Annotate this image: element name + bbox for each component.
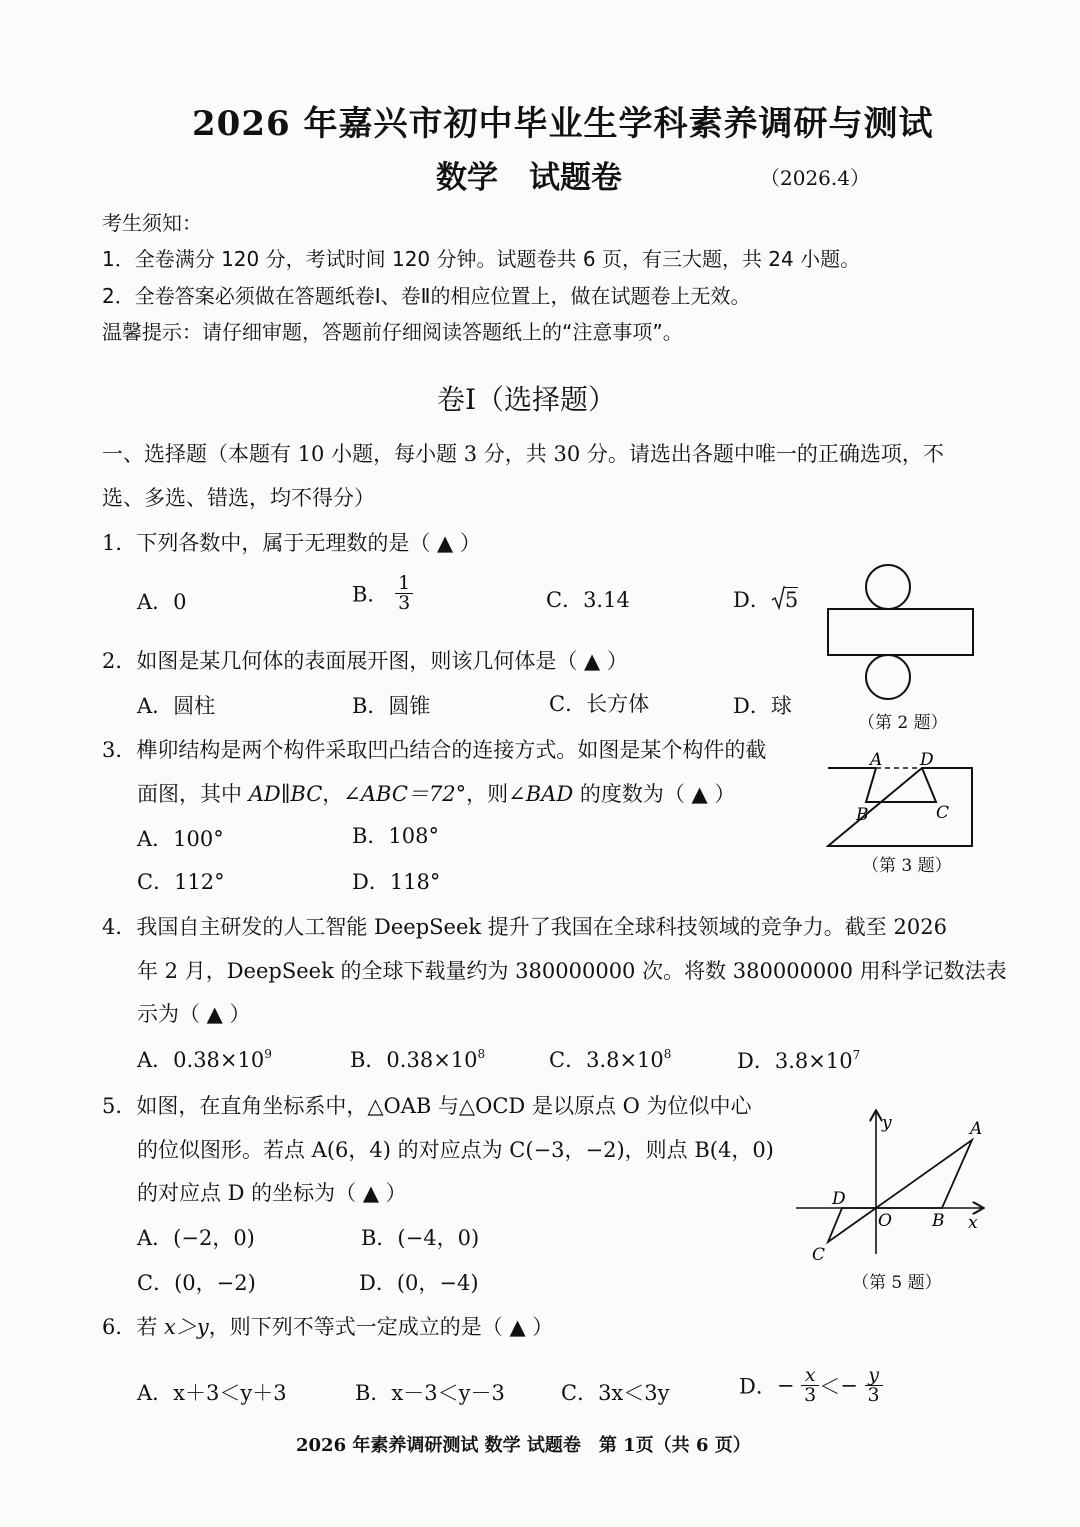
q1-option-b-label: B． — [352, 582, 389, 607]
q5-label-c: C — [812, 1245, 826, 1265]
q3-line2-mid: ， — [322, 782, 344, 806]
q6-d-lt: ＜ — [819, 1374, 841, 1399]
q3-math-angle-bad: ∠BAD — [508, 782, 574, 806]
q1-option-b-fraction — [395, 574, 413, 613]
q2-rectangle — [828, 609, 973, 655]
q3-line2-post: 的度数为（ ▲ ） — [573, 782, 736, 806]
q2-option-d: D．球 — [733, 694, 792, 718]
q1-option-d — [733, 584, 798, 614]
section-instruction-line1: 一、选择题（本题有 10 小题，每小题 3 分，共 30 分。请选出各题中唯一的正确选项，不 — [102, 442, 944, 466]
notice-item-2: 2．全卷答案必须做在答题纸卷Ⅰ、卷Ⅱ的相应位置上，做在试题卷上无效。 — [102, 284, 751, 308]
q2-bottom-circle — [866, 655, 910, 699]
q1-option-c: C．3.14 — [546, 588, 630, 612]
q6-stem-post: ，则下列不等式一定成立的是（ ▲ ） — [208, 1315, 554, 1339]
q5-caption: （第 5 题） — [852, 1273, 942, 1293]
q4-option-a-exp: 9 — [264, 1047, 272, 1061]
q5-line1: 5．如图，在直角坐标系中，△OAB 与△OCD 是以原点 O 为位似中心 — [102, 1094, 752, 1118]
q1-b-denominator: 3 — [398, 592, 411, 614]
q6-d-sign1: − — [776, 1373, 795, 1398]
q1-b-numerator: 1 — [395, 574, 413, 594]
q3-label-a: A — [870, 750, 883, 770]
q4-option-d-base: D．3.8×10 — [737, 1049, 853, 1073]
q6-stem-pre: 6．若 — [102, 1315, 165, 1339]
q6-d-sign2: − — [840, 1373, 858, 1398]
exam-subject: 数学 试题卷 — [436, 160, 622, 196]
q5-label-d: D — [832, 1189, 846, 1209]
q1-option-b — [352, 574, 413, 613]
q2-option-a: A．圆柱 — [137, 694, 216, 718]
q5-line3: 的对应点 D 的坐标为（ ▲ ） — [137, 1181, 407, 1205]
q4-line1: 4．我国自主研发的人工智能 DeepSeek 提升了我国在全球科技领域的竞争力。截至 2026 — [102, 915, 947, 939]
q5-label-b: B — [932, 1211, 945, 1231]
exam-date: （2026.4） — [760, 166, 870, 190]
q6-option-c: C．3x＜3y — [561, 1381, 670, 1405]
q1-option-a: A．0 — [137, 590, 187, 614]
q6-stem-math: x＞y — [164, 1315, 209, 1339]
page-footer: 2026 年素养调研测试 数学 试题卷 第 1页（共 6 页） — [296, 1435, 751, 1456]
q5-line2: 的位似图形。若点 A(6，4) 的对应点为 C(−3，−2)，则点 B(4，0) — [137, 1138, 774, 1162]
q4-option-c-base: C．3.8×10 — [549, 1048, 664, 1072]
q4-option-d — [737, 1045, 860, 1075]
q3-label-b: B — [856, 805, 869, 825]
q3-math-parallel: AD∥BC — [248, 782, 323, 806]
q6-option-d — [739, 1366, 883, 1405]
q4-option-d-exp: 7 — [852, 1048, 861, 1062]
q3-line1: 3．榫卯结构是两个构件采取凹凸结合的连接方式。如图是某个构件的截 — [102, 738, 767, 762]
q1-stem: 1．下列各数中，属于无理数的是（ ▲ ） — [102, 531, 481, 555]
q6-d-den2: 3 — [867, 1384, 880, 1406]
q3-line2-mid2: ，则 — [466, 782, 509, 806]
q3-math-angle-abc: ∠ABC＝72° — [343, 782, 467, 806]
q6-option-d-label: D． — [739, 1374, 777, 1399]
q5-label-x: x — [968, 1213, 978, 1233]
q6-d-num2: y — [865, 1366, 883, 1386]
q5-option-a: A．(−2，0) — [137, 1226, 255, 1250]
q3-mortise-figure — [826, 746, 976, 850]
q3-label-c: C — [936, 803, 950, 823]
sqrt-icon — [771, 586, 785, 610]
section-title: 卷Ⅰ（选择题） — [437, 383, 617, 416]
q2-top-circle — [866, 565, 910, 609]
q4-option-c — [549, 1044, 671, 1074]
q3-option-c: C．112° — [137, 870, 225, 894]
q4-option-b-base: B．0.38×10 — [350, 1048, 478, 1072]
q1-sqrt — [771, 588, 798, 612]
q5-label-y: y — [882, 1113, 892, 1133]
q6-option-a: A．x＋3＜y＋3 — [137, 1381, 287, 1405]
q3-label-d: D — [920, 750, 934, 770]
q2-option-b: B．圆锥 — [352, 694, 431, 718]
q5-coordinate-figure — [790, 1104, 990, 1266]
q2-option-c: C．长方体 — [549, 692, 650, 716]
q4-option-a-base: A．0.38×10 — [137, 1048, 265, 1072]
q3-line2 — [137, 778, 735, 808]
q1-sqrt-radicand: 5 — [784, 588, 799, 612]
q6-d-num1: x — [801, 1366, 819, 1386]
q5-triangle-oab — [876, 1140, 972, 1208]
q2-caption: （第 2 题） — [858, 713, 948, 733]
q3-line2-pre: 面图，其中 — [137, 782, 249, 806]
q6-d-fraction-2 — [865, 1366, 883, 1405]
notice-heading: 考生须知： — [102, 211, 202, 235]
q3-option-b: B．108° — [352, 824, 440, 848]
q6-option-b: B．x－3＜y－3 — [355, 1381, 505, 1405]
q5-option-b: B．(−4，0) — [361, 1226, 480, 1250]
q4-option-b — [350, 1044, 485, 1074]
q1-option-d-label: D． — [733, 588, 771, 612]
q3-outer-frame — [828, 768, 972, 846]
q6-d-fraction-1 — [801, 1366, 819, 1405]
q4-option-a — [137, 1044, 272, 1074]
q5-option-d: D．(0，−4) — [359, 1271, 479, 1295]
q3-caption: （第 3 题） — [862, 856, 952, 876]
q4-option-b-exp: 8 — [477, 1047, 486, 1061]
section-instruction-line2: 选、多选、错选，均不得分） — [102, 486, 375, 510]
q5-triangle-ocd — [828, 1208, 876, 1242]
q6-d-den1: 3 — [804, 1384, 817, 1406]
q3-option-d: D．118° — [352, 870, 441, 894]
q5-label-o: O — [878, 1211, 892, 1231]
notice-item-1: 1．全卷满分 120 分，考试时间 120 分钟。试题卷共 6 页，有三大题，共 24 小题。 — [102, 247, 861, 271]
exam-title: 2026 年嘉兴市初中毕业生学科素养调研与测试 — [192, 104, 934, 144]
q2-stem: 2．如图是某几何体的表面展开图，则该几何体是（ ▲ ） — [102, 649, 628, 673]
q3-option-a: A．100° — [137, 827, 224, 851]
notice-tip: 温馨提示：请仔细审题，答题前仔细阅读答题纸上的“注意事项”。 — [102, 320, 683, 344]
q4-option-c-exp: 8 — [663, 1047, 672, 1061]
q4-line2: 年 2 月，DeepSeek 的全球下载量约为 380000000 次。将数 380000000 用科学记数法表 — [137, 959, 1007, 983]
q5-option-c: C．(0，−2) — [137, 1271, 256, 1295]
q6-stem — [102, 1311, 553, 1341]
q5-label-a: A — [970, 1119, 983, 1139]
q4-line3: 示为（ ▲ ） — [137, 1002, 251, 1026]
q2-net-figure — [826, 562, 976, 702]
